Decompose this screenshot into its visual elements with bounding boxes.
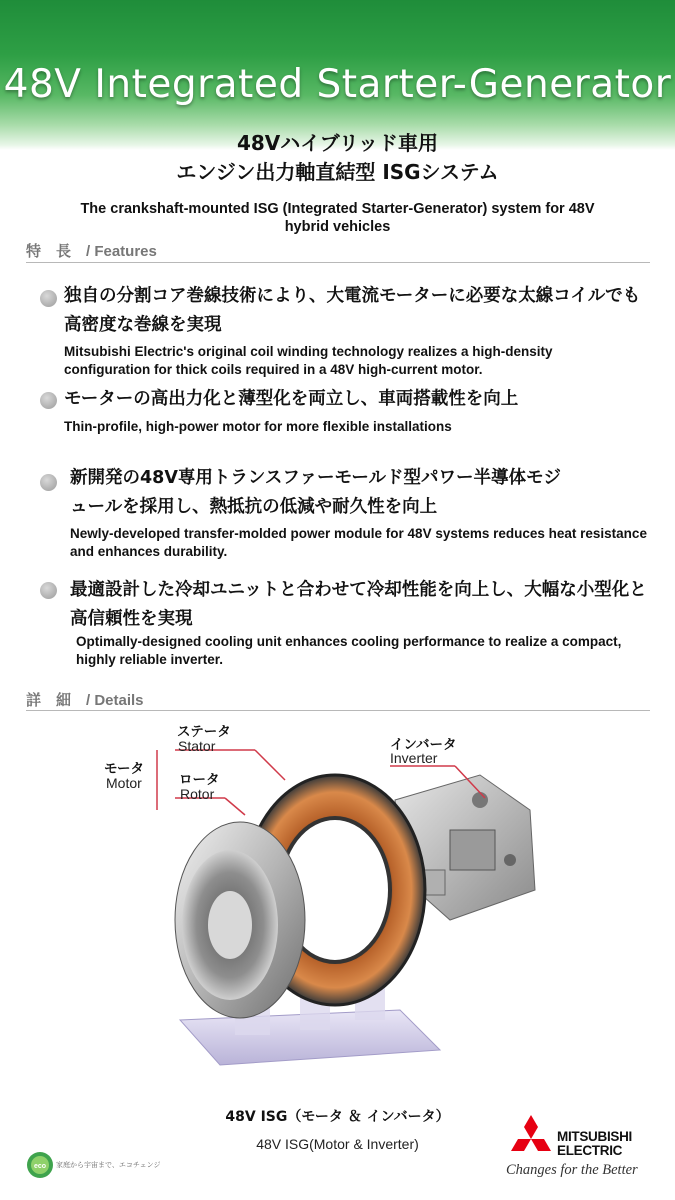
brand-tagline: Changes for the Better [506,1162,638,1178]
mitsubishi-diamonds-logo [508,1115,554,1157]
feature-3-jp: 新開発の48V専用トランスファーモールド型パワー半導体モジュールを採用し、熱抵抗の低減や耐久性を向上 [70,468,561,517]
label-rotor-en: Rotor [180,786,215,802]
feature-1-en: Mitsubishi Electric's original coil winding technology realizes a high-density configuration for thick coils required in a 48V high-current motor. [64,344,553,377]
label-inverter-jp: インバータ [390,737,457,753]
brand-line1: MITSUBISHI [557,1129,633,1144]
label-stator-jp: ステータ [177,724,231,740]
en-subtitle: The crankshaft-mounted ISG (Integrated Starter-Generator) system for 48V hybrid vehicles [80,201,595,235]
bullet-icon [40,474,57,491]
image-caption-en: 48V ISG(Motor & Inverter) [256,1136,419,1152]
feature-4-jp: 最適設計した冷却ユニットと合わせて冷却性能を向上し、大幅な小型化と高信頼性を実現 [70,580,647,629]
feature-2-jp: モーターの高出力化と薄型化を両立し、車両搭載性を向上 [64,389,519,409]
jp-subtitle-line1: 48Vハイブリッド車用 [236,131,439,155]
bullet-icon [40,582,57,599]
image-caption-jp: 48V ISG（モータ ＆ インバータ） [225,1109,450,1125]
details-divider [26,710,650,711]
eco-tagline: 家庭から宇宙まで、エコチェンジ [56,1162,161,1169]
features-heading: 特 長 / Features [26,243,157,260]
feature-4-en: Optimally-designed cooling unit enhances cooling performance to realize a compact, highly reliable inverter. [76,634,622,667]
bullet-icon [40,392,57,409]
brand-line2: ELECTRIC [557,1143,623,1158]
jp-subtitle-line2: エンジン出力軸直結型 ISGシステム [176,160,499,184]
eco-badge-text: eco [33,1163,47,1170]
callout-lines [0,720,675,840]
details-heading: 詳 細 / Details [26,692,144,709]
feature-1-jp: 独自の分割コア巻線技術により、大電流モーターに必要な太線コイルでも高密度な巻線を実現 [64,286,641,335]
label-motor-jp: モータ [104,761,144,777]
bullet-icon [40,290,57,307]
label-inverter-en: Inverter [390,750,438,766]
rotor-drum [175,822,305,1018]
page-title: 48V Integrated Starter-Generator [3,62,672,107]
features-divider [26,262,650,263]
label-motor-en: Motor [106,775,142,791]
eco-changes-logo [26,1151,54,1179]
feature-2-en: Thin-profile, high-power motor for more flexible installations [64,419,452,434]
feature-3-en: Newly-developed transfer-molded power module for 48V systems reduces heat resistance and enhances durability. [70,526,647,559]
label-rotor-jp: ロータ [179,772,220,788]
label-stator-en: Stator [178,738,216,754]
